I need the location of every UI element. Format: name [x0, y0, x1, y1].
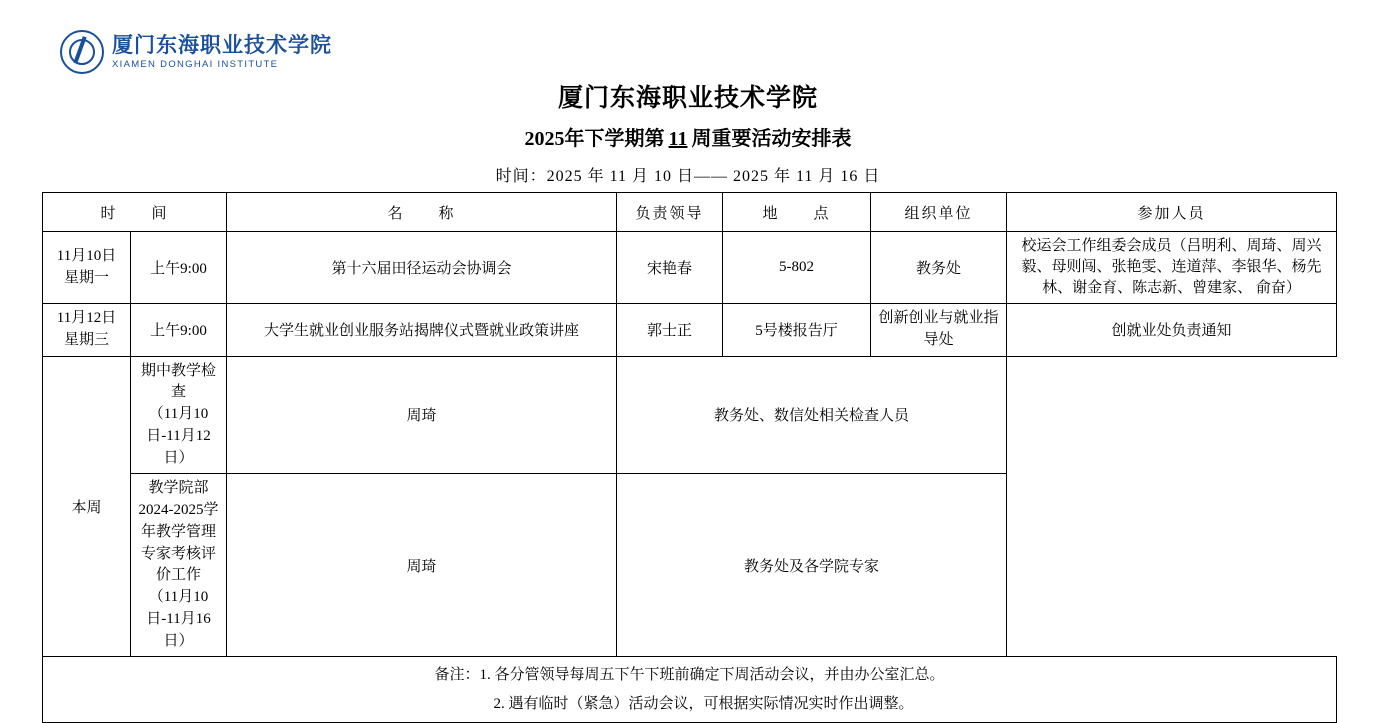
cell-leader: 宋艳春	[617, 232, 723, 304]
cell-leader: 郭士正	[617, 304, 723, 357]
cell-org: 创新创业与就业指导处	[871, 304, 1007, 357]
schedule-table	[42, 192, 1337, 723]
cell-leader: 周琦	[227, 474, 617, 657]
page-title: 厦门东海职业技术学院	[557, 85, 818, 112]
table-row	[43, 474, 1337, 657]
cell-name	[131, 474, 227, 657]
subtitle-suffix: 周重要活动安排表	[691, 128, 852, 150]
column-header-time: 时 间	[43, 193, 227, 232]
table-row	[43, 232, 1337, 304]
cell-name-line2: （11月10日-11月16日）	[146, 589, 211, 649]
column-header-participants: 参加人员	[1007, 193, 1337, 232]
cell-participants: 校运会工作组委会成员（吕明利、周琦、周兴毅、母则闯、张艳雯、连道萍、李银华、杨先林、谢金育、陈志新、曾建家、 俞奋）	[1007, 232, 1337, 304]
column-header-org: 组织单位	[871, 193, 1007, 232]
date-range: 时间：2025 年 11 月 10 日—— 2025 年 11 月 16 日	[495, 168, 881, 185]
subtitle-prefix: 2025年下学期第	[524, 128, 665, 150]
cell-time: 上午9:00	[131, 232, 227, 304]
cell-place: 5-802	[723, 232, 871, 304]
column-header-name: 名 称	[227, 193, 617, 232]
cell-leader: 周琦	[227, 356, 617, 474]
logo-name-cn: 厦门东海职业技术学院	[112, 32, 332, 57]
schedule-table-wrapper	[42, 192, 1336, 723]
table-row	[43, 304, 1337, 357]
cell-time: 上午9:00	[131, 304, 227, 357]
notes-cell	[43, 657, 1337, 723]
column-header-place: 地 点	[723, 193, 871, 232]
school-logo	[60, 30, 332, 74]
logo-text	[112, 34, 332, 71]
cell-detail: 教务处及各学院专家	[617, 474, 1007, 657]
column-header-leader: 负责领导	[617, 193, 723, 232]
cell-name-line2: （11月10日-11月12日）	[146, 406, 211, 466]
note-line-1: 备注：1. 各分管领导每周五下午下班前确定下周活动会议，并由办公室汇总。	[434, 667, 945, 684]
cell-participants: 创就业处负责通知	[1007, 304, 1337, 357]
cell-detail: 教务处、数信处相关检查人员	[617, 356, 1007, 474]
cell-name: 大学生就业创业服务站揭牌仪式暨就业政策讲座	[227, 304, 617, 357]
page-subtitle	[0, 122, 1376, 151]
cell-date: 11月10日 星期一	[43, 232, 131, 304]
cell-name-line1: 教学院部2024-2025学年教学管理专家考核评价工作	[138, 480, 219, 584]
cell-date: 11月12日 星期三	[43, 304, 131, 357]
cell-org: 教务处	[871, 232, 1007, 304]
week-number: 11	[668, 128, 688, 150]
cell-name: 第十六届田径运动会协调会	[227, 232, 617, 304]
logo-emblem-icon	[60, 30, 104, 74]
logo-name-en: XIAMEN DONGHAI INSTITUTE	[112, 58, 279, 70]
cell-week-label: 本周	[43, 356, 131, 657]
notes-row	[43, 657, 1337, 723]
table-header-row	[43, 193, 1337, 232]
note-line-2: 2. 遇有临时（紧急）活动会议，可根据实际情况实时作出调整。	[493, 695, 914, 712]
cell-place: 5号楼报告厅	[723, 304, 871, 357]
cell-name	[131, 356, 227, 474]
cell-name-line1: 期中教学检查	[141, 362, 217, 401]
table-row	[43, 356, 1337, 474]
